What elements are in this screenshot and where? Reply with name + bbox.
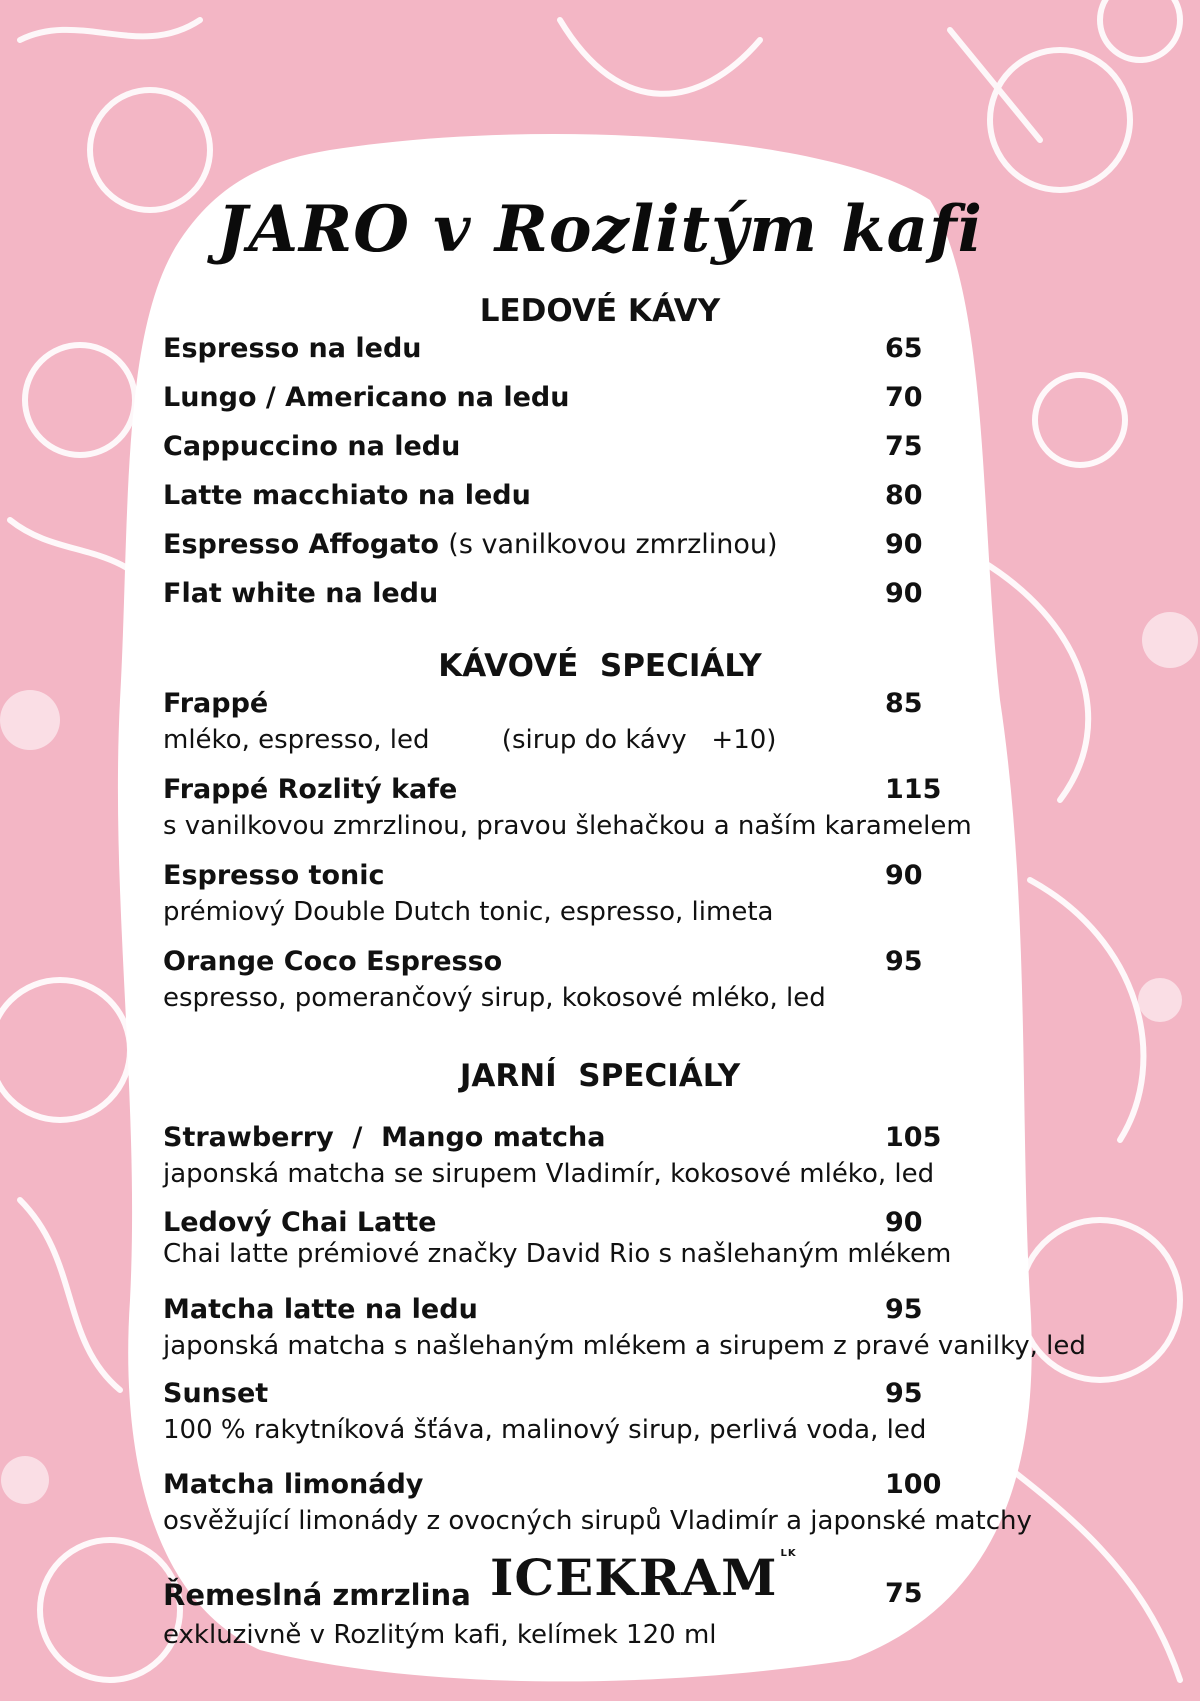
item-name: Orange Coco Espresso [163,946,503,977]
menu-item [163,333,923,373]
item-price: 65 [885,333,923,364]
item-price: 75 [885,431,923,462]
menu-title: JARO v Rozlitým kafi [217,192,983,267]
section-heading-coffee-specials: KÁVOVÉ SPECIÁLY [438,648,762,684]
menu-item [163,431,923,471]
item-price: 90 [885,529,923,560]
menu-item [163,1469,942,1509]
section-heading-iced-coffee: LEDOVÉ KÁVY [479,293,721,329]
menu-item [163,1294,923,1334]
item-description: prémiový Double Dutch tonic, espresso, limeta [163,897,774,927]
item-name: Sunset [163,1378,269,1409]
item-price: 105 [885,1122,942,1153]
item-price: 80 [885,480,923,511]
item-name-text: Espresso Affogato [163,529,439,560]
item-price: 90 [885,1207,923,1238]
item-price: 70 [885,382,923,413]
item-description: japonská matcha se sirupem Vladimír, kokosové mléko, led [163,1159,935,1189]
item-name: Strawberry / Mango matcha [163,1122,606,1153]
item-price: 95 [885,1294,923,1325]
item-description: Chai latte prémiové značky David Rio s našlehaným mlékem [163,1239,952,1269]
item-description: japonská matcha s našlehaným mlékem a sirupem z pravé vanilky, led [163,1331,1086,1361]
menu-item [163,860,923,900]
item-description: 100 % rakytníková šťáva, malinový sirup, perlivá voda, led [163,1415,927,1445]
item-name: Flat white na ledu [163,578,439,609]
item-price: 75 [885,1578,923,1609]
brand-mark: LK [780,1548,797,1559]
menu-item [163,382,923,422]
menu-item [163,688,923,728]
menu-item [163,1122,942,1162]
icekram-logo [490,1548,797,1607]
item-price: 115 [885,774,942,805]
menu-item [163,946,923,986]
item-name: Frappé Rozlitý kafe [163,774,458,805]
item-name: Řemeslná zmrzlina [163,1578,471,1612]
item-name: Latte macchiato na ledu [163,480,531,511]
item-note: (s vanilkovou zmrzlinou) [448,529,778,560]
item-price: 100 [885,1469,942,1500]
item-name: Matcha limonády [163,1469,424,1500]
item-name: Matcha latte na ledu [163,1294,478,1325]
item-price: 90 [885,860,923,891]
item-price: 90 [885,578,923,609]
menu-item [163,480,923,520]
item-name [163,529,778,560]
menu-item [163,529,923,569]
menu-item [163,578,923,618]
item-price: 95 [885,1378,923,1409]
item-name: Espresso tonic [163,860,385,891]
item-description-note: (sirup do kávy +10) [501,725,777,755]
menu-item [163,1378,923,1418]
item-description: exkluzivně v Rozlitým kafi, kelímek 120 ml [163,1620,717,1650]
item-description: osvěžující limonády z ovocných sirupů Vladimír a japonské matchy [163,1506,1032,1536]
menu-item [163,774,942,814]
item-name: Frappé [163,688,269,719]
item-description: espresso, pomerančový sirup, kokosové mléko, led [163,983,826,1013]
item-name: Espresso na ledu [163,333,422,364]
item-price: 95 [885,946,923,977]
brand-name: ICEKRAM [490,1548,778,1607]
item-description: s vanilkovou zmrzlinou, pravou šlehačkou a naším karamelem [163,811,972,841]
item-description-text: mléko, espresso, led [163,725,430,755]
item-description [163,725,776,755]
item-name: Ledový Chai Latte [163,1207,437,1238]
item-price: 85 [885,688,923,719]
section-heading-spring-specials: JARNÍ SPECIÁLY [459,1058,741,1094]
item-name: Cappuccino na ledu [163,431,461,462]
item-name: Lungo / Americano na ledu [163,382,570,413]
